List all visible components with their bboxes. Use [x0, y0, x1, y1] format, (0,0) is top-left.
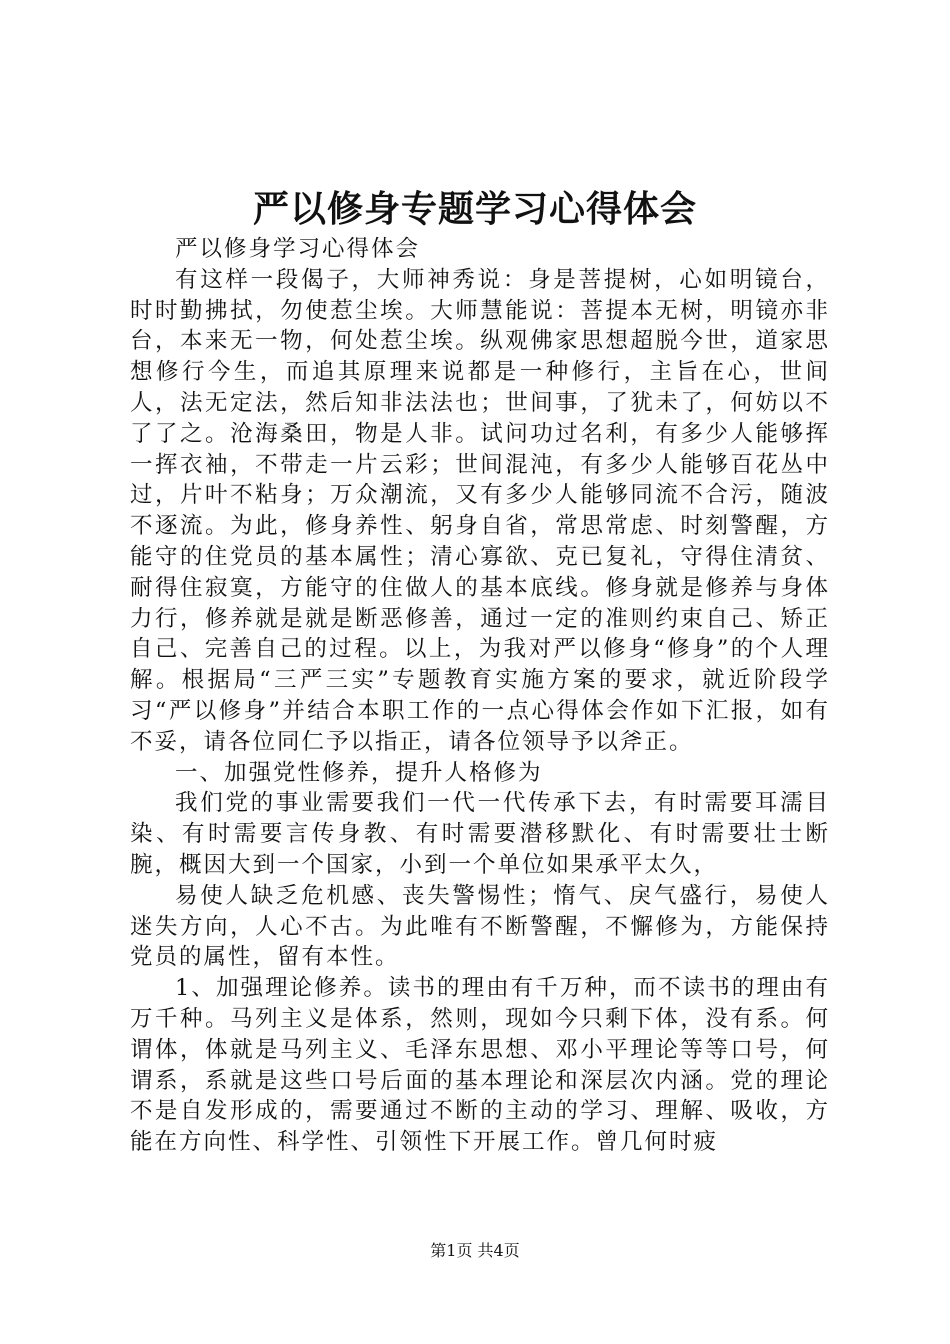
document-body — [130, 234, 830, 1158]
document-title: 严以修身专题学习心得体会 — [252, 188, 697, 230]
section-heading: 一、加强党性修养，提升人格修为 — [175, 759, 543, 786]
paragraph: 易使人缺乏危机感、丧失警惕性；惰气、戾气盛行，易使人迷失方向，人心不古。为此唯有不断警醒，不懈修为，方能保持党员的属性，留有本性。 — [130, 882, 830, 971]
paragraph: 1、加强理论修养。读书的理由有千万种，而不读书的理由有万千种。马列主义是体系，然则，现如今只剩下体，没有系。何谓体，体就是马列主义、毛泽东思想、邓小平理论等等口号，何谓系，系就是这些口号后面的基本理论和深层次内涵。党的理论不是自发形成的，需要通过不断的主动的学习、理解、吸收，方能在方向性、科学性、引领性下开展工作。曾几何时疲 — [130, 975, 830, 1156]
paragraph-intro: 有这样一段偈子，大师神秀说：身是菩提树，心如明镜台，时时勤拂拭，勿使惹尘埃。大师慧能说：菩提本无树，明镜亦非台，本来无一物，何处惹尘埃。纵观佛家思想超脱今世，道家思想修行今生，而追其原理来说都是一种修行，主旨在心，世间人，法无定法，然后知非法法也；世间事，了犹未了，何妨以不了了之。沧海桑田，物是人非。试问功过名利，有多少人能够挥一挥衣袖，不带走一片云彩；世间混沌，有多少人能够百花丛中过，片叶不粘身；万众潮流，又有多少人能够同流不合污，随波不逐流。为此，修身养性、躬身自省，常思常虑、时刻警醒，方能守的住党员的基本属性；清心寡欲、克已复礼，守得住清贫、耐得住寂寞，方能守的住做人的基本底线。修身就是修养与身体力行，修养就是就是断恶修善，通过一定的准则约束自己、矫正自己、完善自己的过程。以上，为我对严以修身“修身”的个人理解。根据局“三严三实”专题教育实施方案的要求，就近阶段学习“严以修身”并结合本职工作的一点心得体会作如下汇报，如有不妥，请各位同仁予以指正，请各位领导予以斧正。 — [130, 266, 830, 755]
page-footer: 第1页 共4页 — [430, 1241, 520, 1260]
paragraph: 我们党的事业需要我们一代一代传承下去，有时需要耳濡目染、有时需要言传身教、有时需要潜移默化、有时需要壮士断腕，概因大到一个国家，小到一个单位如果承平太久， — [130, 790, 830, 878]
paragraph-subtitle: 严以修身学习心得体会 — [175, 236, 421, 262]
